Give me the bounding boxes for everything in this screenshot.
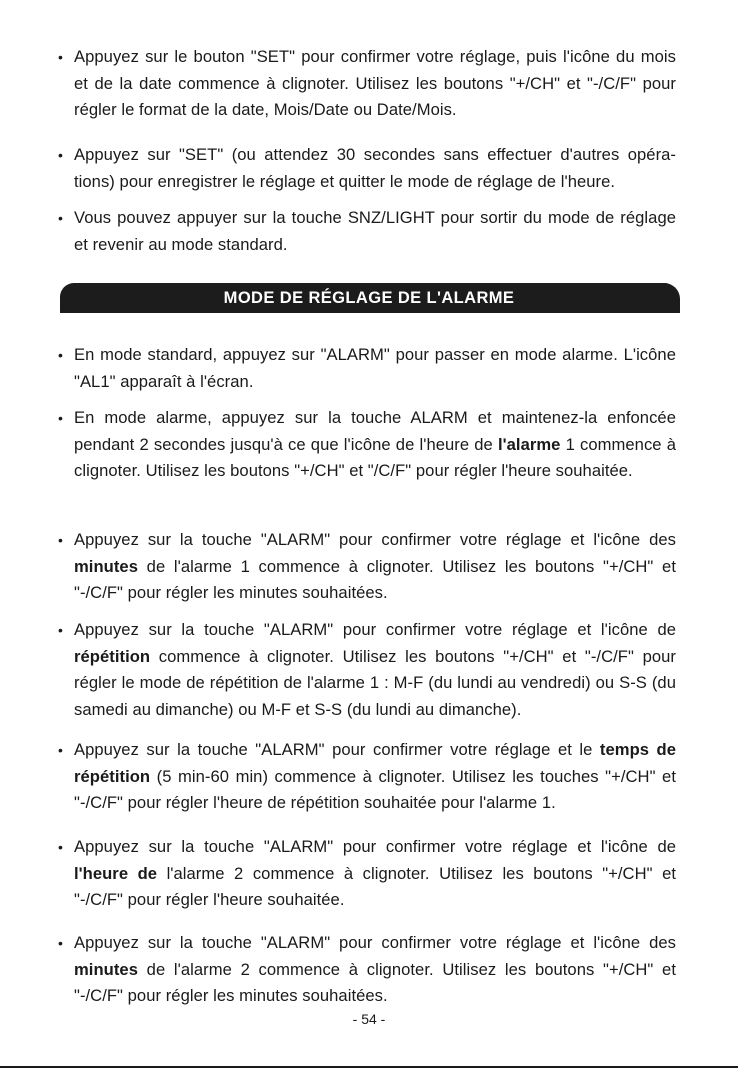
bullet-icon: • bbox=[58, 147, 63, 163]
paragraph: Appuyez sur la touche "ALARM" pour confirmer votre réglage et l'icône de répétition commence à clignoter. Utilisez les boutons "+/CH" et "-/C/F" pour régler le mode de répétition de l'alarme 1 : M-F (du lundi au vendredi) ou S-S (du samedi au dimanche) ou M-F et S-S (du lundi au dimanche). bbox=[74, 620, 676, 719]
paragraph: Appuyez sur la touche "ALARM" pour confirmer votre réglage et l'icône de l'heure de l'alarme 2 commence à clignoter. Utilisez les boutons "+/CH" et "-/C/F" pour régler l'heure souhaitée. bbox=[74, 837, 677, 909]
section-title: MODE DE RÉGLAGE DE L'ALARME bbox=[223, 288, 515, 307]
bullet-icon: • bbox=[58, 49, 63, 65]
bullet-icon: • bbox=[58, 935, 63, 951]
list-item bbox=[58, 44, 676, 124]
page-number: - 54 - bbox=[352, 1011, 386, 1027]
emphasis: minutes bbox=[74, 959, 138, 979]
paragraph: Appuyez sur la touche "ALARM" pour confirmer votre réglage et l'icône des minutes de l'alarme 2 commence à clignoter. Utilisez les boutons "+/CH" et "-/C/F" pour régler les minutes souhaitées. bbox=[74, 933, 676, 1005]
bullet-icon: • bbox=[58, 347, 63, 363]
emphasis: répétition bbox=[74, 646, 151, 666]
list-item bbox=[58, 405, 676, 485]
emphasis: l'alarme bbox=[497, 434, 561, 454]
paragraph: Appuyez sur le bouton "SET" pour confirmer votre réglage, puis l'icône du mois et de la date commence à clignoter. Utilisez les boutons "+/CH" et "-/C/F" pour régler le format de la date, Mois/Date ou Date/Mois. bbox=[74, 47, 676, 119]
paragraph: Appuyez sur la touche "ALARM" pour confirmer votre réglage et l'icône des minutes de l'alarme 1 commence à clignoter. Utilisez les boutons "+/CH" et "-/C/F" pour régler les minutes souhaitées. bbox=[74, 530, 676, 602]
bottom-rule bbox=[0, 1066, 738, 1068]
bullet-icon: • bbox=[58, 210, 63, 226]
paragraph: En mode standard, appuyez sur "ALARM" pour passer en mode alarme. L'icône "AL1" apparaît à l'écran. bbox=[74, 345, 676, 391]
paragraph: Vous pouvez appuyer sur la touche SNZ/LIGHT pour sortir du mode de réglage et revenir au mode standard. bbox=[74, 208, 676, 254]
bullet-icon: • bbox=[58, 622, 63, 638]
emphasis: temps de répétition bbox=[74, 740, 676, 786]
bullet-icon: • bbox=[58, 742, 63, 758]
paragraph: Appuyez sur "SET" (ou attendez 30 secondes sans effectuer d'autres opéra-tions) pour enregistrer le réglage et quitter le mode de réglage de l'heure. bbox=[74, 145, 676, 191]
emphasis: l'heure de bbox=[74, 863, 158, 883]
paragraph: Appuyez sur la touche "ALARM" pour confirmer votre réglage et le temps de répétition (5 min-60 min) commence à clignoter. Utilisez les touches "+/CH" et "-/C/F" pour régler l'heure de répétition souhaitée pour l'alarme 1. bbox=[74, 740, 676, 812]
list-item bbox=[58, 342, 676, 395]
list-item bbox=[58, 930, 676, 1010]
list-item bbox=[58, 142, 676, 195]
list-item bbox=[58, 834, 676, 914]
list-item bbox=[58, 737, 676, 817]
list-item bbox=[58, 527, 676, 607]
paragraph: En mode alarme, appuyez sur la touche ALARM et maintenez-la enfoncée pendant 2 secondes jusqu'à ce que l'icône de l'heure de l'alarme 1 commence à clignoter. Utilisez les boutons "+/CH" et "/C/F" pour régler l'heure souhaitée. bbox=[74, 408, 676, 480]
emphasis: minutes bbox=[74, 556, 138, 576]
list-item bbox=[58, 205, 676, 258]
section-header bbox=[60, 283, 678, 313]
bullet-icon: • bbox=[58, 532, 63, 548]
list-item bbox=[58, 617, 676, 723]
bullet-icon: • bbox=[58, 839, 63, 855]
bullet-icon: • bbox=[58, 410, 63, 426]
